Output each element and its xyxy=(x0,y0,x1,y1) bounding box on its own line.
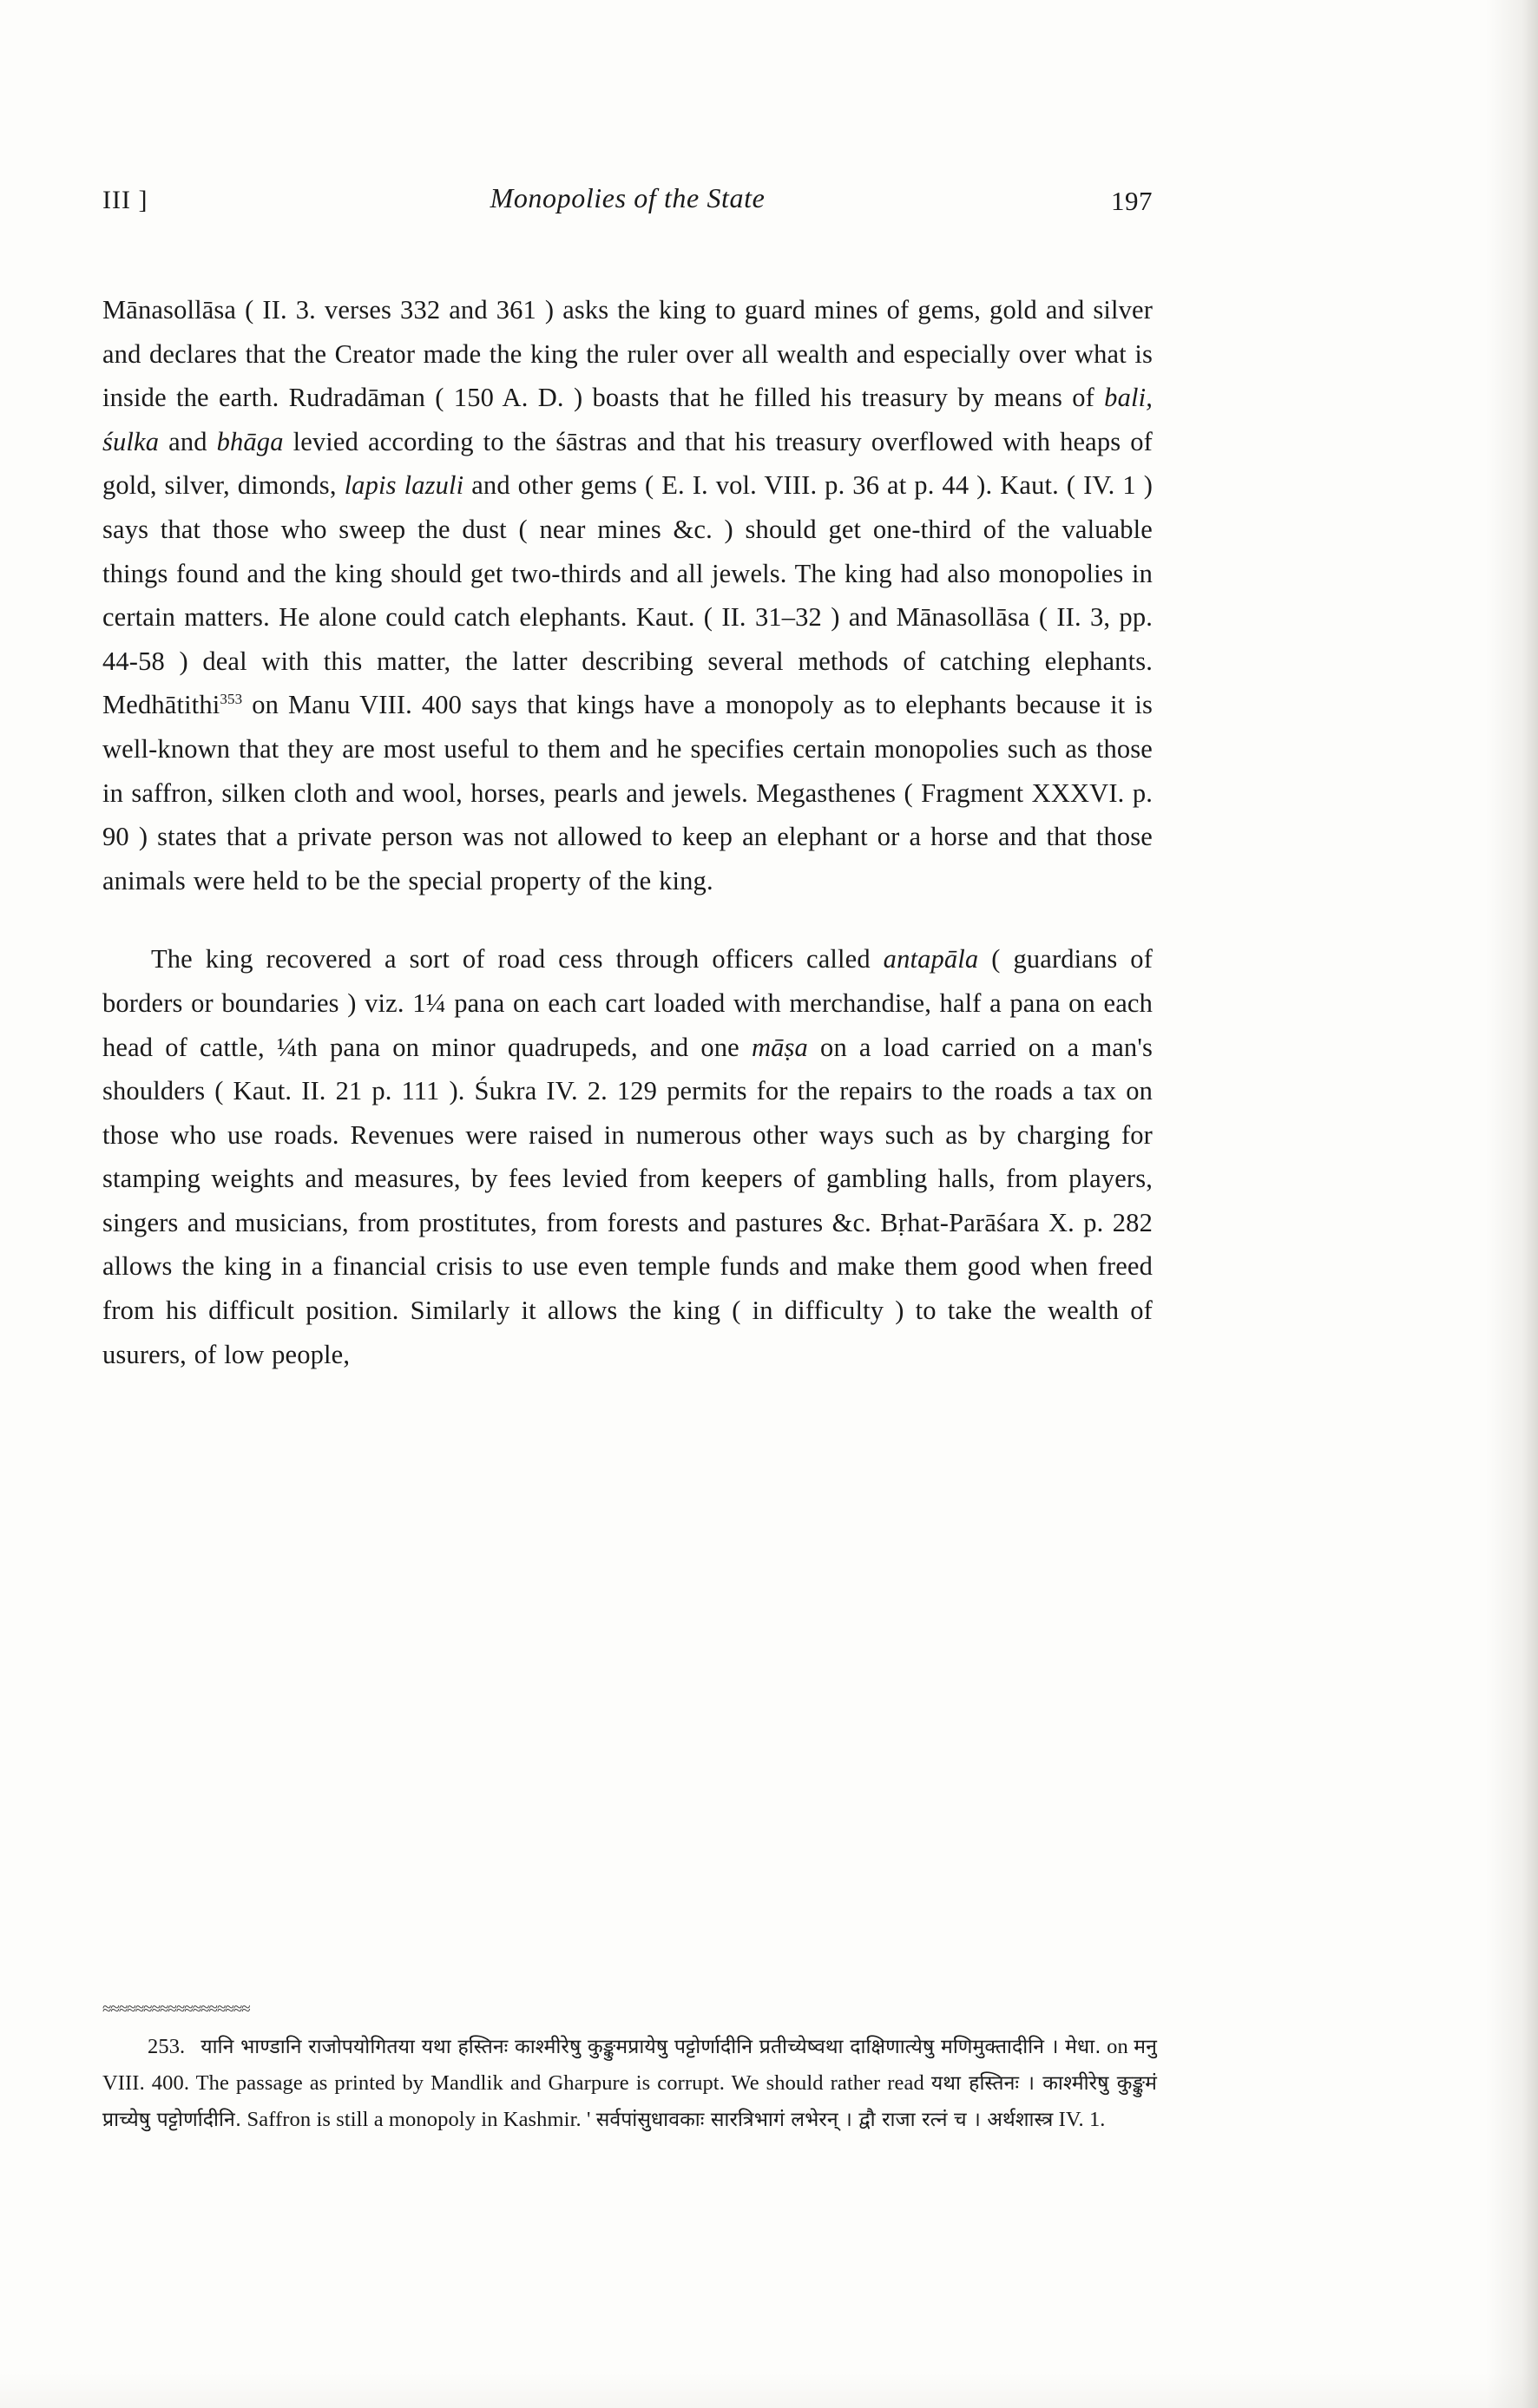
page-number: 197 xyxy=(1111,186,1153,216)
paragraph-monopolies: Mānasollāsa ( II. 3. verses 332 and 361 ) asks the king to guard mines of gems, gold and silver and declares that the Creator made the king the ruler over all wealth and especially over what is inside the earth. Rudradāman ( 150 A. D. ) boasts that he filled his treasury by means of bali, śulka and bhāga levied according to the śāstras and that his treasury overflowed with heaps of gold, silver, dimonds, lapis lazuli and other gems ( E. I. vol. VIII. p. 36 at p. 44 ). Kaut. ( IV. 1 ) says that those who sweep the dust ( near mines &c. ) should get one-third of the valuable things found and the king should get two-thirds and all jewels. The king had also monopolies in certain matters. He alone could catch elephants. Kaut. ( II. 31–32 ) and Mānasollāsa ( II. 3, pp. 44-58 ) deal with this matter, the latter describing several methods of catching elephants. Medhātithi$^{353}$ on Manu VIII. 400 says that kings have a monopoly as to elephants because it is well-known that they are most useful to them and he specifies certain monopolies such as those in saffron, silken cloth and wool, horses, pearls and jewels. Megasthenes ( Fragment XXXVI. p. 90 ) states that a private person was not allowed to keep an elephant or a horse and that those animals were held to be the special property of the king. xyxy=(102,295,1154,896)
scan-edge-shadow-bottom xyxy=(0,2373,1538,2408)
paragraph-road-cess: The king recovered a sort of road cess through officers called antapāla ( guardians of borders or boundaries ) viz. 1¼ pana on each cart loaded with merchandise, half a pana on each head of cattle, ¼th pana on minor quadrupeds, and one māṣa on a load carried on a man's shoulders ( Kaut. II. 21 p. 111 ). Śukra IV. 2. 129 permits for the repairs to the roads a tax on those who use roads. Revenues were raised in numerous other ways such as by charging for stamping weights and measures, by fees levied from keepers of gambling halls, from players, singers and musicians, from prostitutes, from forests and pastures &c. Bṛhat-Parāśara X. p. 282 allows the king in a financial crisis to use even temple funds and make them good when freed from his difficult position. Similarly it allows the king ( in difficulty ) to take the wealth of usurers, of low people, xyxy=(102,944,1153,1369)
footnote xyxy=(102,2004,1157,2138)
body-text xyxy=(102,288,1153,1376)
footnote-separator-rule: ≈≈≈≈≈≈≈≈≈≈≈≈≈≈≈≈≈≈ xyxy=(102,2004,250,2015)
page-title: Monopolies of the State xyxy=(490,182,766,213)
footnote-number: 253. xyxy=(148,2035,186,2058)
page-header xyxy=(102,182,1153,234)
header-chapter-marker: III ] xyxy=(102,186,148,214)
scan-edge-shadow-right xyxy=(1486,0,1538,2408)
footnote-text: 253. यानि भाण्डानि राजोपयोगितया यथा हस्तिनः काश्मीरेषु कुङ्कुमप्रायेषु पट्टोर्णादीनि प्रतीच्येष्वथा दाक्षिणात्येषु मणिमुक्तादीनि । मेधा. on मनु VIII. 400. The passage as printed by Mandlik and Gharpure is corrupt. We should rather read यथा हस्तिनः । काश्मीरेषु कुङ्कुमं प्राच्येषु पट्टोर्णादीनि. Saffron is still a monopoly in Kashmir. ' सर्वपांसुधावकाः सारत्रिभागं लभेरन् । द्वौ राजा रत्नं च । अर्थशास्त्र IV. 1. xyxy=(102,2035,1158,2131)
page-content xyxy=(102,182,1153,1411)
